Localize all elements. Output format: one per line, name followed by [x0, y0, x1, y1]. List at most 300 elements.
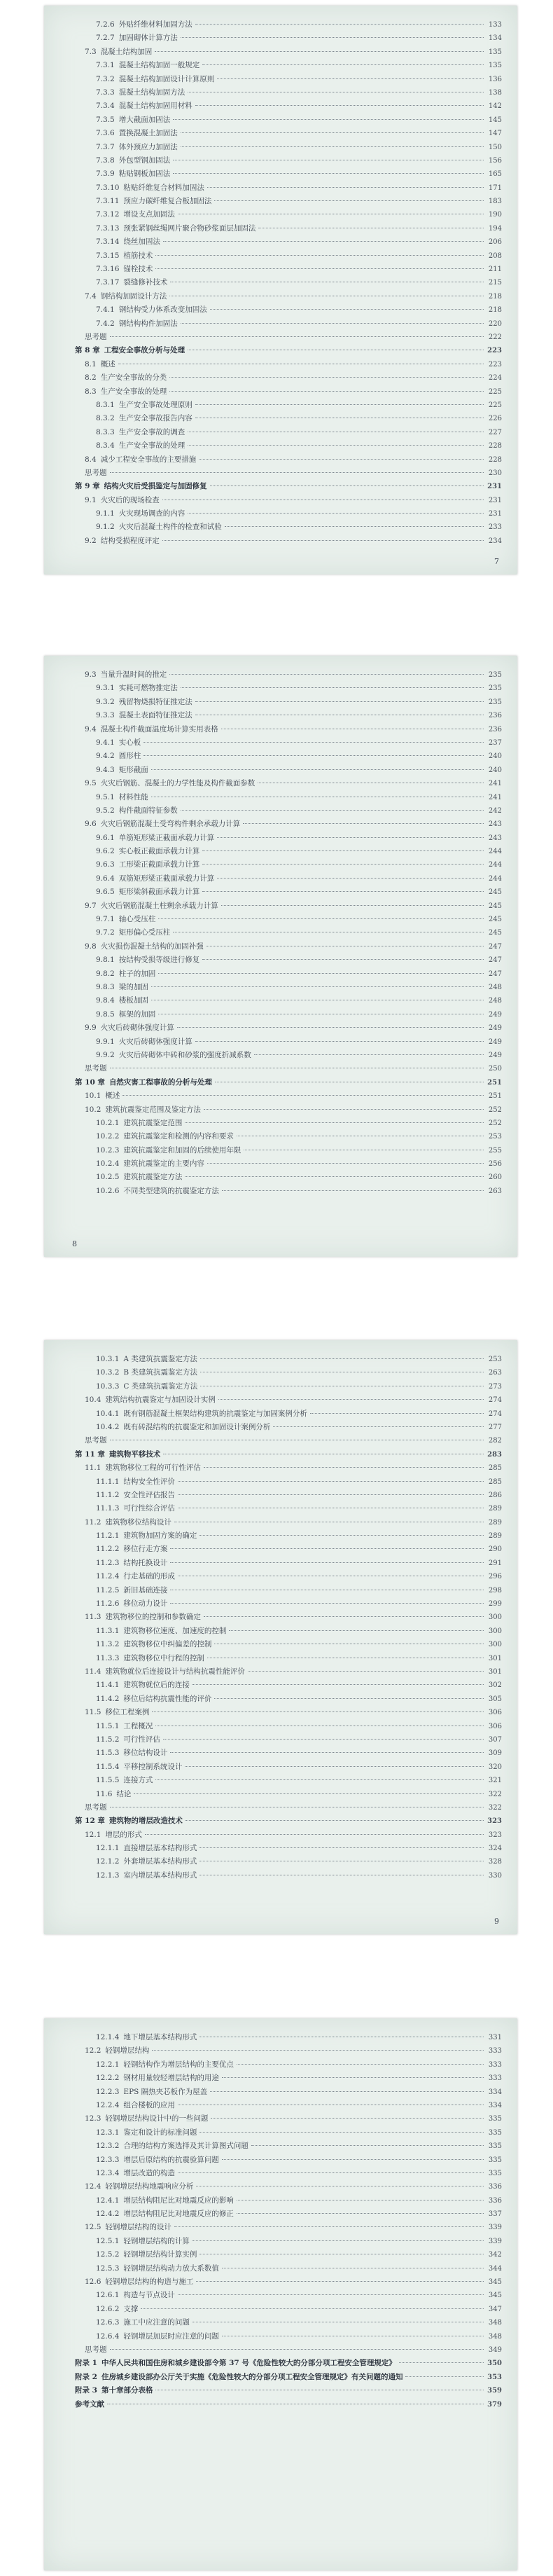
- toc-entry-number: 9.3: [85, 670, 97, 679]
- toc-entry-page: 208: [488, 252, 502, 260]
- toc-entry[interactable]: [75, 2330, 502, 2343]
- dot-leader: [155, 1779, 484, 1780]
- toc-entry-title: 植筋技术: [123, 251, 153, 260]
- dot-leader: [162, 540, 484, 541]
- toc-entry-number: 第 11 章: [75, 1449, 105, 1459]
- toc-entry[interactable]: [75, 1733, 502, 1747]
- toc-entry[interactable]: [75, 1185, 502, 1198]
- dot-leader: [185, 1766, 484, 1767]
- toc-entry-number: 9.2: [85, 536, 97, 545]
- toc-entry-title: 行走基础的形成: [123, 1572, 175, 1581]
- toc-entry[interactable]: [75, 467, 502, 480]
- toc-entry[interactable]: [75, 913, 502, 926]
- toc-entry-title: 概述: [105, 1091, 120, 1101]
- toc-entry-number: 9.4: [85, 724, 97, 733]
- toc-entry[interactable]: [75, 507, 502, 521]
- toc-entry[interactable]: [75, 668, 502, 682]
- toc-entry-title: 概述: [100, 359, 115, 369]
- toc-entry-number: 第 10 章: [75, 1077, 105, 1087]
- toc-entry[interactable]: [75, 249, 502, 263]
- dot-leader: [178, 2172, 484, 2173]
- toc-entry-page: 263: [488, 1369, 502, 1377]
- dot-leader: [185, 1122, 484, 1123]
- toc-entry[interactable]: [75, 317, 502, 331]
- toc-entry-number: 7.3.15: [96, 251, 120, 260]
- toc-entry[interactable]: [75, 1788, 502, 1801]
- dot-leader: [237, 2064, 484, 2065]
- toc-entry-title: 增大截面加固法: [118, 115, 171, 124]
- toc-entry[interactable]: [75, 1543, 502, 1556]
- toc-entry[interactable]: [75, 1529, 502, 1543]
- toc-entry[interactable]: [75, 750, 502, 763]
- dot-leader: [152, 2050, 484, 2051]
- toc-entry[interactable]: [75, 2140, 502, 2153]
- dot-leader: [169, 674, 484, 675]
- dot-leader: [145, 1834, 484, 1835]
- toc-entry-number: 11.4: [85, 1667, 102, 1676]
- toc-entry-number: 12.2: [85, 2046, 102, 2055]
- toc-entry[interactable]: [75, 73, 502, 86]
- dot-leader: [248, 1671, 484, 1672]
- toc-entry[interactable]: [75, 521, 502, 534]
- toc-entry-page: 245: [488, 929, 502, 937]
- toc-entry[interactable]: [75, 994, 502, 1007]
- toc-entry-page: 249: [488, 1051, 502, 1059]
- dot-leader: [169, 391, 484, 392]
- toc-entry-page: 305: [488, 1695, 502, 1703]
- toc-entry[interactable]: [75, 886, 502, 899]
- toc-entry[interactable]: [75, 2316, 502, 2329]
- dot-leader: [210, 2091, 484, 2092]
- toc-entry[interactable]: [75, 2031, 502, 2044]
- toc-entry-number: 7.3: [85, 47, 97, 56]
- dot-leader: [144, 742, 484, 743]
- toc-entry[interactable]: [75, 845, 502, 858]
- toc-entry-title: 建筑物加固方案的确定: [123, 1531, 197, 1541]
- dot-leader: [204, 1467, 484, 1468]
- toc-entry-number: 11.5.4: [96, 1762, 120, 1771]
- toc-entry[interactable]: [75, 154, 502, 167]
- toc-entry-number: 9.6.2: [96, 847, 115, 856]
- toc-entry[interactable]: [75, 981, 502, 994]
- toc-entry-title: 框架的加固: [118, 1010, 156, 1019]
- toc-entry[interactable]: [75, 2343, 502, 2357]
- toc-entry-page: 133: [488, 21, 502, 29]
- page-number: 9: [494, 1917, 499, 1926]
- toc-entry[interactable]: [75, 46, 502, 59]
- toc-entry-number: 10.2.1: [96, 1118, 120, 1127]
- toc-entry-page: 348: [488, 2319, 502, 2327]
- dot-leader: [170, 1548, 484, 1549]
- toc-entry[interactable]: [75, 1625, 502, 1638]
- toc-entry-title: 组合楼板的应用: [123, 2100, 175, 2109]
- toc-entry[interactable]: [75, 2086, 502, 2099]
- toc-entry-number: 11.2.2: [96, 1545, 120, 1554]
- toc-entry-title: 结构托换设计: [123, 1558, 168, 1567]
- toc-entry-page: 243: [488, 834, 502, 842]
- toc-entry-number: 12.3.3: [96, 2155, 120, 2164]
- toc-entry[interactable]: [75, 900, 502, 913]
- toc-entry-number: 12.4.2: [96, 2210, 120, 2219]
- toc-entry[interactable]: [75, 1157, 502, 1171]
- toc-entry[interactable]: [75, 2112, 502, 2126]
- toc-entry-number: 12.6.4: [96, 2332, 120, 2341]
- toc-entry-number: 11.5.2: [96, 1735, 120, 1744]
- toc-entry-title: 建筑物移位结构设计: [105, 1517, 172, 1527]
- toc-chapter-entry[interactable]: [75, 1448, 502, 1461]
- toc-entry-title: 绕丝加固法: [123, 237, 160, 247]
- toc-entry[interactable]: [75, 777, 502, 790]
- dot-leader: [152, 1711, 484, 1712]
- toc-entry[interactable]: [75, 1665, 502, 1679]
- toc-entry[interactable]: [75, 1353, 502, 1366]
- toc-entry[interactable]: [75, 167, 502, 181]
- toc-entry[interactable]: [75, 926, 502, 939]
- toc-entry[interactable]: [75, 1049, 502, 1062]
- dot-leader: [158, 973, 484, 974]
- toc-entry-title: 建筑物平移技术: [108, 1449, 161, 1459]
- toc-entry-page: 234: [488, 537, 502, 545]
- toc-entry-number: 12.4: [85, 2182, 102, 2191]
- toc-entry[interactable]: [75, 791, 502, 804]
- toc-entry-number: 7.3.16: [96, 265, 120, 274]
- toc-entry[interactable]: [75, 1461, 502, 1475]
- dot-leader: [204, 1616, 484, 1617]
- toc-entry-page: 235: [488, 698, 502, 706]
- toc-entry[interactable]: [75, 99, 502, 113]
- toc-entry[interactable]: [75, 764, 502, 777]
- toc-entry-page: 165: [488, 170, 502, 179]
- toc-entry[interactable]: [75, 940, 502, 953]
- toc-entry-number: 7.3.13: [96, 223, 120, 233]
- toc-entry[interactable]: [75, 1747, 502, 1760]
- toc-entry[interactable]: [75, 385, 502, 399]
- toc-entry-page: 243: [488, 820, 502, 829]
- toc-entry-number: 11.1: [85, 1463, 102, 1473]
- toc-entry[interactable]: [75, 832, 502, 845]
- toc-entry[interactable]: [75, 2194, 502, 2207]
- toc-entry[interactable]: [75, 1103, 502, 1117]
- toc-entry-number: 8.4: [85, 455, 97, 464]
- toc-entry-title: 建筑抗震鉴定和加固的后续使用年限: [123, 1145, 241, 1155]
- toc-entry[interactable]: [75, 59, 502, 72]
- toc-entry[interactable]: [75, 1842, 502, 1855]
- toc-entry[interactable]: [75, 1761, 502, 1774]
- toc-entry-page: 228: [488, 455, 502, 464]
- toc-entry[interactable]: [75, 113, 502, 127]
- toc-entry[interactable]: [75, 399, 502, 412]
- toc-entry-page: 299: [488, 1600, 502, 1609]
- toc-entry[interactable]: [75, 494, 502, 507]
- toc-entry[interactable]: [75, 1021, 502, 1035]
- toc-entry[interactable]: [75, 32, 502, 45]
- toc-entry-page: 289: [488, 1532, 502, 1541]
- toc-entry[interactable]: [75, 290, 502, 303]
- toc-chapter-entry[interactable]: [75, 1076, 502, 1089]
- toc-entry[interactable]: [75, 953, 502, 967]
- toc-entry-number: 9.6: [85, 820, 97, 829]
- dot-leader: [217, 837, 484, 838]
- toc-entry-number: 8.3: [85, 387, 97, 396]
- toc-entry-title: 移位动力设计: [123, 1599, 168, 1609]
- toc-entry-title: 双筋矩形梁正截面承载力计算: [118, 874, 215, 883]
- toc-chapter-entry[interactable]: [75, 480, 502, 493]
- toc-entry-title: 建筑物就位后的连接: [123, 1681, 190, 1690]
- toc-entry[interactable]: [75, 696, 502, 709]
- toc-entry-number: 9.6.3: [96, 860, 115, 869]
- toc-entry[interactable]: [75, 235, 502, 249]
- dot-leader: [181, 687, 484, 688]
- toc-entry-title: 构造与节点设计: [123, 2291, 175, 2300]
- toc-chapter-entry[interactable]: [75, 2357, 502, 2370]
- toc-entry-page: 335: [488, 2115, 502, 2123]
- toc-entry-number: 9.6.4: [96, 874, 115, 883]
- toc-entry[interactable]: [75, 723, 502, 736]
- toc-entry[interactable]: [75, 276, 502, 289]
- toc-entry-number: 8.1: [85, 359, 97, 369]
- toc-entry-number: 10.4.1: [96, 1409, 120, 1418]
- toc-entry[interactable]: [75, 303, 502, 317]
- toc-entry-title: 钢结构构件加固法: [118, 319, 178, 328]
- toc-entry[interactable]: [75, 1611, 502, 1624]
- toc-entry-number: 12.3.1: [96, 2128, 120, 2137]
- toc-entry-page: 337: [488, 2210, 502, 2219]
- toc-entry-title: 实耗可燃物推定法: [118, 684, 178, 693]
- toc-entry[interactable]: [75, 2072, 502, 2085]
- toc-entry-number: 12.1.1: [96, 1844, 120, 1853]
- toc-entry[interactable]: [75, 2221, 502, 2234]
- toc-entry-title: 加固砌体计算方法: [118, 34, 178, 43]
- toc-entry-title: 建筑物就位后连接设计与结构抗震性能评价: [105, 1667, 245, 1676]
- toc-chapter-entry[interactable]: [75, 344, 502, 357]
- toc-entry-title: 移位后结构抗震性能的评价: [123, 1694, 212, 1703]
- toc-entry[interactable]: [75, 858, 502, 872]
- toc-entry-title: 建筑抗震鉴定范围: [123, 1118, 183, 1127]
- toc-entry[interactable]: [75, 222, 502, 235]
- toc-entry[interactable]: [75, 1035, 502, 1049]
- toc-entry[interactable]: [75, 1516, 502, 1529]
- toc-entry-number: 附录 2: [75, 2372, 97, 2381]
- toc-entry[interactable]: [75, 1720, 502, 1733]
- toc-entry[interactable]: [75, 736, 502, 750]
- toc-entry-number: 11.1.3: [96, 1504, 120, 1513]
- toc-entry[interactable]: [75, 804, 502, 818]
- toc-entry-page: 274: [488, 1410, 502, 1418]
- toc-chapter-entry[interactable]: [75, 2371, 502, 2384]
- toc-entry[interactable]: [75, 1706, 502, 1719]
- toc-entry[interactable]: [75, 1062, 502, 1075]
- toc-entry[interactable]: [75, 1407, 502, 1421]
- toc-entry-page: 256: [488, 1160, 502, 1169]
- dot-leader: [222, 2159, 484, 2160]
- dot-leader: [202, 864, 484, 865]
- toc-entry[interactable]: [75, 1869, 502, 1882]
- toc-entry[interactable]: [75, 1008, 502, 1021]
- toc-entry-number: 9.8.4: [96, 996, 115, 1005]
- toc-entry[interactable]: [75, 709, 502, 722]
- toc-entry-title: 轻钢增层结构设计中的一些问题: [105, 2114, 209, 2123]
- toc-entry-number: 9.1.1: [96, 509, 115, 518]
- toc-entry[interactable]: [75, 371, 502, 385]
- toc-entry[interactable]: [75, 453, 502, 467]
- toc-entry-page: 335: [488, 2128, 502, 2137]
- toc-entry-number: 9.1.2: [96, 523, 115, 532]
- toc-entry[interactable]: [75, 1638, 502, 1651]
- toc-entry[interactable]: [75, 208, 502, 221]
- toc-entry[interactable]: [75, 1380, 502, 1393]
- toc-entry[interactable]: [75, 2167, 502, 2180]
- toc-entry-page: 249: [488, 1024, 502, 1033]
- toc-entry-title: 建筑抗震鉴定的主要内容: [123, 1159, 204, 1169]
- toc-entry[interactable]: [75, 2289, 502, 2302]
- toc-entry[interactable]: [75, 1117, 502, 1130]
- toc-entry[interactable]: [75, 127, 502, 140]
- toc-entry-title: 混凝土结构加固设计计算原则: [118, 74, 215, 83]
- toc-entry[interactable]: [75, 2303, 502, 2316]
- toc-entry[interactable]: [75, 1393, 502, 1407]
- toc-entry-number: 10.2.5: [96, 1173, 120, 1182]
- toc-entry-title: 减少工程安全事故的主要措施: [100, 455, 197, 464]
- toc-entry[interactable]: [75, 1144, 502, 1157]
- toc-entry[interactable]: [75, 1693, 502, 1706]
- toc-entry-page: 218: [488, 306, 502, 315]
- toc-entry[interactable]: [75, 2099, 502, 2112]
- toc-entry-number: 7.3.17: [96, 278, 120, 287]
- toc-entry-title: 可行性评估: [123, 1735, 160, 1744]
- toc-entry[interactable]: [75, 1597, 502, 1611]
- toc-entry[interactable]: [75, 1489, 502, 1502]
- toc-entry-page: 237: [488, 738, 502, 747]
- toc-entry[interactable]: [75, 2044, 502, 2058]
- toc-entry-number: 10.2.6: [96, 1186, 120, 1195]
- toc-entry[interactable]: [75, 2058, 502, 2072]
- toc-entry-number: 11.5.3: [96, 1749, 120, 1758]
- toc-entry-title: 移位结构设计: [123, 1749, 168, 1758]
- toc-entry[interactable]: [75, 535, 502, 548]
- toc-entry-page: 223: [487, 347, 502, 355]
- dot-leader: [170, 1603, 484, 1604]
- dot-leader: [202, 959, 484, 960]
- toc-entry-title: 支撑: [123, 2304, 139, 2313]
- toc-entry[interactable]: [75, 2248, 502, 2261]
- toc-entry-title: 火灾后的现场检查: [100, 495, 160, 504]
- toc-entry-number: 7.3.10: [96, 183, 120, 192]
- toc-entry[interactable]: [75, 967, 502, 981]
- toc-entry-title: 构件截面特征参数: [118, 806, 178, 815]
- dot-leader: [214, 1698, 484, 1699]
- toc-entry-page: 211: [488, 266, 502, 274]
- toc-entry[interactable]: [75, 682, 502, 695]
- toc-entry-page: 156: [488, 156, 502, 165]
- toc-entry[interactable]: [75, 263, 502, 276]
- page-number: 8: [72, 1239, 77, 1248]
- toc-entry[interactable]: [75, 1570, 502, 1583]
- dot-leader: [188, 445, 484, 446]
- toc-entry-page: 328: [488, 1858, 502, 1866]
- toc-entry[interactable]: [75, 86, 502, 99]
- toc-entry[interactable]: [75, 426, 502, 439]
- toc-entry[interactable]: [75, 2126, 502, 2140]
- toc-entry-title: 建筑物移位工程的可行性评估: [105, 1463, 201, 1473]
- toc-entry[interactable]: [75, 412, 502, 425]
- dot-leader: [155, 255, 484, 256]
- dot-leader: [202, 64, 484, 65]
- toc-entry[interactable]: [75, 1366, 502, 1379]
- dot-leader: [177, 1027, 484, 1028]
- toc-entry[interactable]: [75, 141, 502, 154]
- toc-entry-title: 置换混凝土加固法: [118, 129, 178, 138]
- toc-entry[interactable]: [75, 18, 502, 32]
- toc-entry-number: 附录 3: [75, 2386, 97, 2395]
- toc-entry[interactable]: [75, 2235, 502, 2248]
- toc-chapter-entry[interactable]: [75, 1814, 502, 1828]
- toc-entry[interactable]: [75, 1130, 502, 1143]
- toc-entry-title: 残留物烧损特征推定法: [118, 697, 192, 706]
- toc-entry-page: 342: [488, 2251, 502, 2259]
- toc-entry-number: 11.4.2: [96, 1694, 120, 1703]
- toc-entry-title: 轻钢增层结构的设计: [105, 2223, 172, 2232]
- toc-entry-title: 钢结构加固设计方法: [100, 291, 167, 301]
- toc-entry[interactable]: [75, 1855, 502, 1868]
- toc-entry-page: 245: [488, 916, 502, 924]
- toc-entry[interactable]: [75, 358, 502, 371]
- toc-entry-page: 230: [488, 469, 502, 477]
- toc-entry[interactable]: [75, 1828, 502, 1842]
- toc-entry[interactable]: [75, 2275, 502, 2289]
- toc-entry[interactable]: [75, 872, 502, 886]
- toc-entry[interactable]: [75, 2262, 502, 2275]
- toc-entry[interactable]: [75, 1679, 502, 1692]
- toc-entry[interactable]: [75, 1421, 502, 1434]
- toc-entry-title: 生产安全事故处理原则: [118, 400, 192, 409]
- toc-chapter-entry[interactable]: [75, 2384, 502, 2397]
- toc-chapter-entry[interactable]: [75, 2398, 502, 2411]
- toc-entry-number: 7.2.6: [96, 20, 115, 29]
- toc-entry-page: 245: [488, 888, 502, 897]
- toc-entry-title: 生产安全事故的处理: [100, 387, 167, 396]
- toc-entry-number: 10.4: [85, 1396, 102, 1405]
- toc-entry[interactable]: [75, 1557, 502, 1570]
- toc-entry-page: 194: [488, 224, 502, 233]
- toc-entry[interactable]: [75, 1584, 502, 1597]
- toc-entry-page: 334: [488, 2088, 502, 2096]
- toc-entry[interactable]: [75, 181, 502, 195]
- toc-entry[interactable]: [75, 1801, 502, 1814]
- toc-entry[interactable]: [75, 331, 502, 344]
- toc-entry[interactable]: [75, 2207, 502, 2221]
- toc-entry[interactable]: [75, 1089, 502, 1103]
- toc-entry-number: 12.1.2: [96, 1857, 120, 1866]
- toc-entry[interactable]: [75, 1774, 502, 1787]
- toc-entry-title: EPS 隔热夹芯板作为屋盖: [123, 2087, 208, 2096]
- dot-leader: [210, 485, 484, 486]
- toc-entry-page: 300: [488, 1627, 502, 1635]
- toc-entry-title: 火灾后砖砌体中砖和砂浆的强度折减系数: [118, 1050, 251, 1059]
- toc-entry[interactable]: [75, 195, 502, 208]
- toc-entry[interactable]: [75, 1652, 502, 1665]
- toc-entry[interactable]: [75, 1475, 502, 1489]
- toc-entry[interactable]: [75, 818, 502, 831]
- toc-entry[interactable]: [75, 1171, 502, 1184]
- dot-leader: [200, 2132, 484, 2133]
- toc-entry[interactable]: [75, 1502, 502, 1515]
- toc-entry-number: 12.6.3: [96, 2318, 120, 2327]
- toc-entry[interactable]: [75, 2154, 502, 2167]
- toc-entry[interactable]: [75, 439, 502, 453]
- toc-entry[interactable]: [75, 2180, 502, 2193]
- toc-entry[interactable]: [75, 1434, 502, 1447]
- toc-entry-page: 224: [488, 374, 502, 383]
